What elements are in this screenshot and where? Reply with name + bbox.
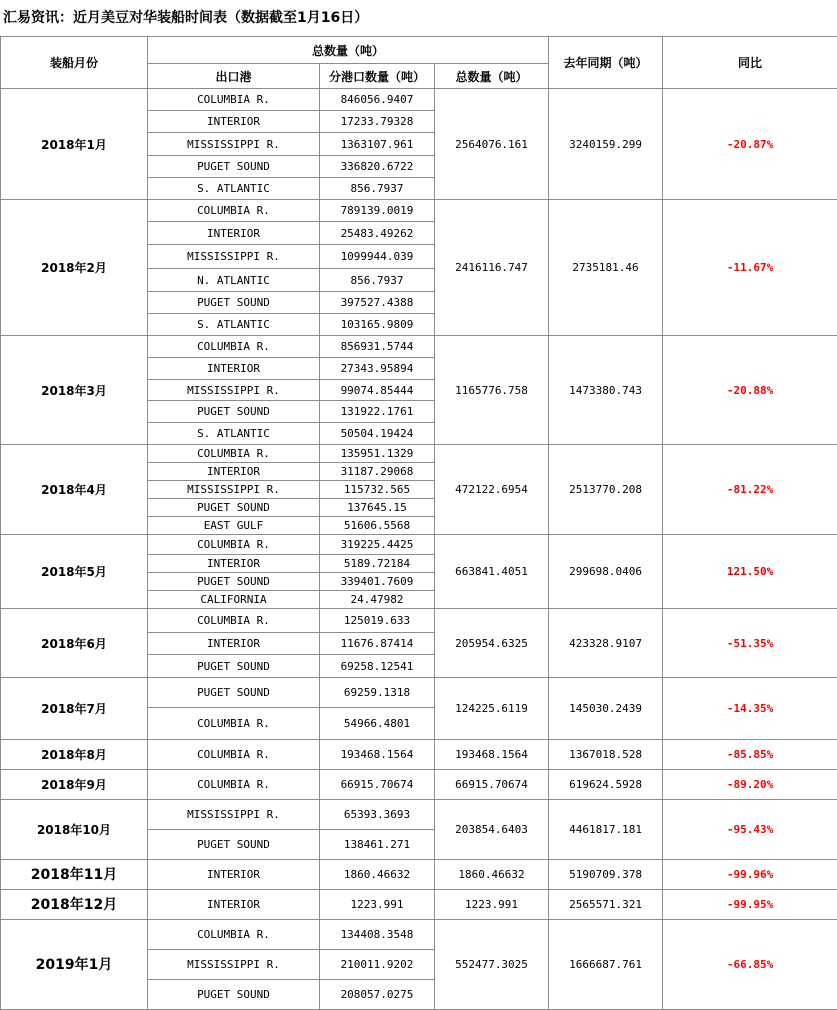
- port-qty-cell: 789139.0019: [320, 200, 435, 222]
- port-qty-cell: 1363107.961: [320, 133, 435, 156]
- port-name-cell: INTERIOR: [148, 555, 320, 573]
- last-year-cell: 145030.2439: [549, 678, 663, 739]
- port-name-cell: N. ATLANTIC: [148, 269, 320, 292]
- port-name-cell: COLUMBIA R.: [148, 200, 320, 222]
- port-name-cell: CALIFORNIA: [148, 591, 320, 609]
- table-row: [1, 769, 837, 799]
- last-year-cell: 2513770.208: [549, 445, 663, 535]
- total-cell: 1860.46632: [435, 859, 549, 889]
- month-cell: 2018年3月: [1, 336, 148, 445]
- port-name-cell: INTERIOR: [148, 889, 320, 919]
- port-qty-cell: 27343.95894: [320, 358, 435, 380]
- month-cell: 2018年2月: [1, 200, 148, 336]
- total-cell: 124225.6119: [435, 678, 549, 739]
- port-qty-cell: 138461.271: [320, 829, 435, 859]
- port-qty-cell: 99074.85444: [320, 380, 435, 401]
- last-year-cell: 1473380.743: [549, 336, 663, 445]
- port-name-cell: PUGET SOUND: [148, 979, 320, 1009]
- port-name-cell: MISSISSIPPI R.: [148, 245, 320, 269]
- header-total: 总数量（吨）: [435, 64, 549, 89]
- total-cell: 2564076.161: [435, 89, 549, 200]
- port-name-cell: COLUMBIA R.: [148, 336, 320, 358]
- port-name-cell: INTERIOR: [148, 222, 320, 245]
- port-qty-cell: 1223.991: [320, 889, 435, 919]
- port-qty-cell: 134408.3548: [320, 919, 435, 949]
- port-qty-cell: 51606.5568: [320, 517, 435, 535]
- month-cell: 2019年1月: [1, 919, 148, 1009]
- month-cell: 2018年11月: [1, 859, 148, 889]
- port-name-cell: COLUMBIA R.: [148, 708, 320, 739]
- port-qty-cell: 17233.79328: [320, 111, 435, 133]
- port-name-cell: COLUMBIA R.: [148, 535, 320, 555]
- header-month: 装船月份: [1, 37, 148, 89]
- header-port: 出口港: [148, 64, 320, 89]
- month-cell: 2018年7月: [1, 678, 148, 739]
- port-name-cell: MISSISSIPPI R.: [148, 380, 320, 401]
- port-name-cell: COLUMBIA R.: [148, 769, 320, 799]
- port-name-cell: PUGET SOUND: [148, 573, 320, 591]
- total-cell: 193468.1564: [435, 739, 549, 769]
- port-qty-cell: 66915.70674: [320, 769, 435, 799]
- port-qty-cell: 65393.3693: [320, 799, 435, 829]
- port-name-cell: COLUMBIA R.: [148, 609, 320, 633]
- port-qty-cell: 24.47982: [320, 591, 435, 609]
- month-cell: 2018年4月: [1, 445, 148, 535]
- table-row: [1, 535, 837, 555]
- header-last-year: 去年同期（吨）: [549, 37, 663, 89]
- port-name-cell: INTERIOR: [148, 633, 320, 655]
- total-cell: 2416116.747: [435, 200, 549, 336]
- port-qty-cell: 25483.49262: [320, 222, 435, 245]
- table-row: [1, 336, 837, 358]
- total-cell: 472122.6954: [435, 445, 549, 535]
- month-cell: 2018年12月: [1, 889, 148, 919]
- yoy-cell: -20.87%: [663, 89, 837, 200]
- port-qty-cell: 856.7937: [320, 269, 435, 292]
- port-qty-cell: 856931.5744: [320, 336, 435, 358]
- header-total-group: 总数量（吨）: [148, 37, 549, 64]
- yoy-cell: -81.22%: [663, 445, 837, 535]
- last-year-cell: 619624.5928: [549, 769, 663, 799]
- yoy-cell: -85.85%: [663, 739, 837, 769]
- last-year-cell: 1666687.761: [549, 919, 663, 1009]
- month-cell: 2018年10月: [1, 799, 148, 859]
- port-name-cell: PUGET SOUND: [148, 678, 320, 708]
- port-qty-cell: 210011.9202: [320, 949, 435, 979]
- port-qty-cell: 69259.1318: [320, 678, 435, 708]
- port-qty-cell: 193468.1564: [320, 739, 435, 769]
- header-yoy: 同比: [663, 37, 837, 89]
- port-name-cell: S. ATLANTIC: [148, 314, 320, 336]
- last-year-cell: 423328.9107: [549, 609, 663, 678]
- header-port-qty: 分港口数量（吨）: [320, 64, 435, 89]
- total-cell: 1165776.758: [435, 336, 549, 445]
- total-cell: 1223.991: [435, 889, 549, 919]
- port-qty-cell: 115732.565: [320, 481, 435, 499]
- port-qty-cell: 397527.4388: [320, 292, 435, 314]
- port-qty-cell: 846056.9407: [320, 89, 435, 111]
- port-qty-cell: 137645.15: [320, 499, 435, 517]
- port-name-cell: EAST GULF: [148, 517, 320, 535]
- port-name-cell: PUGET SOUND: [148, 292, 320, 314]
- table-row: [1, 859, 837, 889]
- table-row: [1, 889, 837, 919]
- table-row: [1, 609, 837, 633]
- page-title: 汇易资讯：近月美豆对华装船时间表（数据截至1月16日）: [3, 10, 369, 26]
- port-qty-cell: 135951.1329: [320, 445, 435, 463]
- table-row: [1, 89, 837, 111]
- total-cell: 663841.4051: [435, 535, 549, 609]
- last-year-cell: 4461817.181: [549, 799, 663, 859]
- total-cell: 205954.6325: [435, 609, 549, 678]
- yoy-cell: -99.96%: [663, 859, 837, 889]
- port-name-cell: MISSISSIPPI R.: [148, 133, 320, 156]
- port-qty-cell: 339401.7609: [320, 573, 435, 591]
- table-row: [1, 739, 837, 769]
- month-cell: 2018年1月: [1, 89, 148, 200]
- total-cell: 66915.70674: [435, 769, 549, 799]
- port-name-cell: MISSISSIPPI R.: [148, 799, 320, 829]
- yoy-cell: -66.85%: [663, 919, 837, 1009]
- table-row: [1, 445, 837, 463]
- port-qty-cell: 1099944.039: [320, 245, 435, 269]
- port-name-cell: MISSISSIPPI R.: [148, 481, 320, 499]
- port-name-cell: PUGET SOUND: [148, 499, 320, 517]
- month-cell: 2018年6月: [1, 609, 148, 678]
- month-cell: 2018年9月: [1, 769, 148, 799]
- last-year-cell: 299698.0406: [549, 535, 663, 609]
- port-name-cell: S. ATLANTIC: [148, 178, 320, 200]
- port-name-cell: COLUMBIA R.: [148, 739, 320, 769]
- port-name-cell: INTERIOR: [148, 463, 320, 481]
- last-year-cell: 1367018.528: [549, 739, 663, 769]
- yoy-cell: -20.88%: [663, 336, 837, 445]
- total-cell: 552477.3025: [435, 919, 549, 1009]
- port-qty-cell: 5189.72184: [320, 555, 435, 573]
- port-name-cell: INTERIOR: [148, 859, 320, 889]
- port-qty-cell: 125019.633: [320, 609, 435, 633]
- yoy-cell: -11.67%: [663, 200, 837, 336]
- yoy-cell: -89.20%: [663, 769, 837, 799]
- last-year-cell: 2735181.46: [549, 200, 663, 336]
- port-qty-cell: 69258.12541: [320, 655, 435, 678]
- port-name-cell: PUGET SOUND: [148, 655, 320, 678]
- last-year-cell: 3240159.299: [549, 89, 663, 200]
- port-qty-cell: 856.7937: [320, 178, 435, 200]
- last-year-cell: 2565571.321: [549, 889, 663, 919]
- port-name-cell: MISSISSIPPI R.: [148, 949, 320, 979]
- port-qty-cell: 131922.1761: [320, 401, 435, 423]
- yoy-cell: -95.43%: [663, 799, 837, 859]
- port-name-cell: INTERIOR: [148, 111, 320, 133]
- port-qty-cell: 31187.29068: [320, 463, 435, 481]
- port-name-cell: COLUMBIA R.: [148, 445, 320, 463]
- port-name-cell: S. ATLANTIC: [148, 423, 320, 445]
- yoy-cell: -51.35%: [663, 609, 837, 678]
- port-qty-cell: 50504.19424: [320, 423, 435, 445]
- last-year-cell: 5190709.378: [549, 859, 663, 889]
- port-name-cell: PUGET SOUND: [148, 156, 320, 178]
- port-name-cell: INTERIOR: [148, 358, 320, 380]
- header-row: [1, 37, 837, 64]
- port-name-cell: COLUMBIA R.: [148, 89, 320, 111]
- port-qty-cell: 336820.6722: [320, 156, 435, 178]
- month-cell: 2018年8月: [1, 739, 148, 769]
- table-row: [1, 919, 837, 949]
- port-qty-cell: 208057.0275: [320, 979, 435, 1009]
- month-cell: 2018年5月: [1, 535, 148, 609]
- yoy-cell: -99.95%: [663, 889, 837, 919]
- port-name-cell: COLUMBIA R.: [148, 919, 320, 949]
- port-qty-cell: 11676.87414: [320, 633, 435, 655]
- port-qty-cell: 319225.4425: [320, 535, 435, 555]
- total-cell: 203854.6403: [435, 799, 549, 859]
- port-qty-cell: 54966.4801: [320, 708, 435, 739]
- yoy-cell: 121.50%: [663, 535, 837, 609]
- port-qty-cell: 103165.9809: [320, 314, 435, 336]
- port-name-cell: PUGET SOUND: [148, 401, 320, 423]
- table-row: [1, 200, 837, 222]
- port-qty-cell: 1860.46632: [320, 859, 435, 889]
- yoy-cell: -14.35%: [663, 678, 837, 739]
- table-row: [1, 799, 837, 829]
- port-name-cell: PUGET SOUND: [148, 829, 320, 859]
- table-row: [1, 678, 837, 708]
- shipment-table: [0, 36, 837, 1010]
